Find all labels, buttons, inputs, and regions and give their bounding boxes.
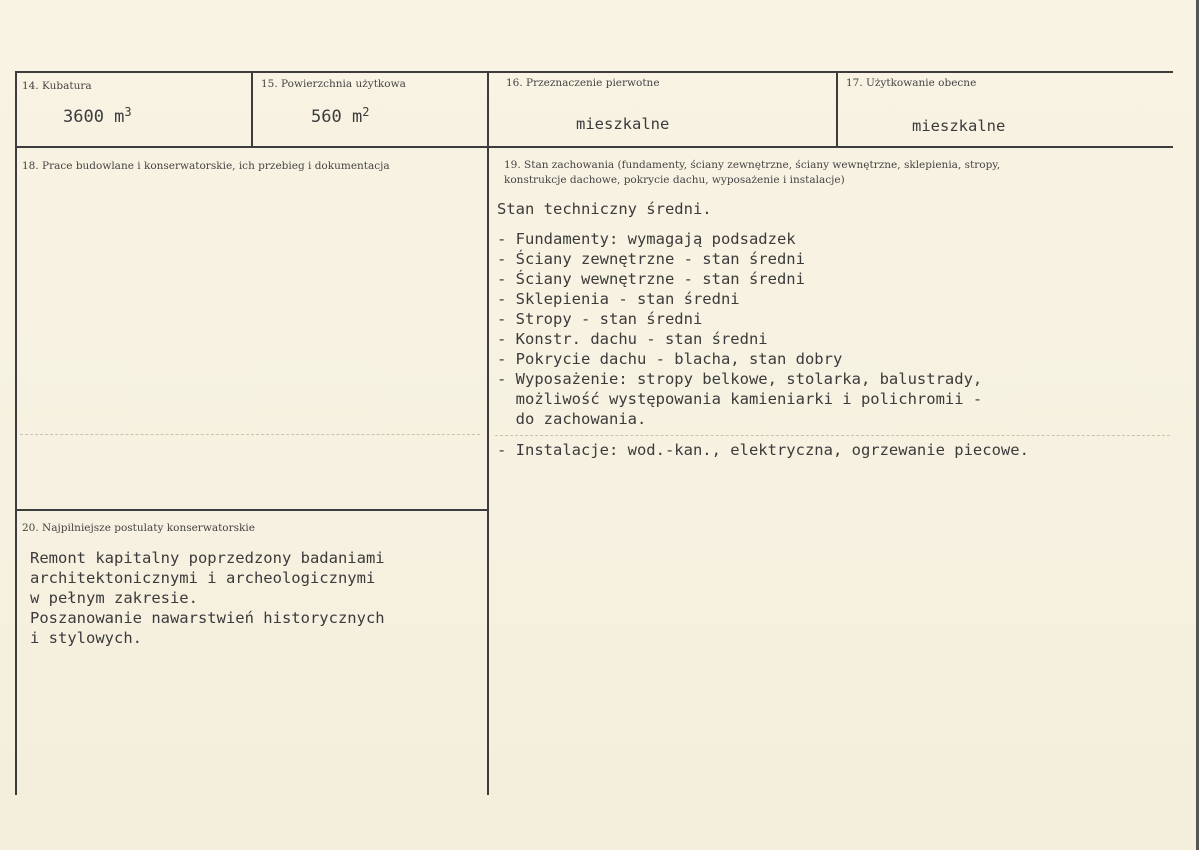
stan-instalacje: - Instalacje: wod.-kan., elektryczna, ogrzewanie piecowe. (497, 441, 1029, 459)
przeznaczenie-label: 16. Przeznaczenie pierwotne (506, 77, 660, 89)
fields-row-rule (15, 146, 1173, 148)
kubatura-label: 14. Kubatura (22, 80, 92, 92)
stan-summary: Stan techniczny średni. (497, 200, 712, 218)
przeznaczenie-value: mieszkalne (576, 115, 670, 133)
stan-label-line1: 19. Stan zachowania (fundamenty, ściany zewnętrzne, ściany wewnętrzne, sklepienia, stropy, (504, 159, 1001, 171)
powierzchnia-number: 560 m (311, 107, 363, 127)
left-border (15, 71, 17, 795)
postulaty-line: Poszanowanie nawarstwień historycznych (30, 609, 385, 627)
postulaty-label: 20. Najpilniejsze postulaty konserwatorskie (22, 522, 255, 534)
postulaty-line: Remont kapitalny poprzedzony badaniami (30, 549, 385, 567)
stan-item: - Fundamenty: wymagają podsadzek (497, 230, 796, 248)
kubatura-exponent: 3 (124, 105, 132, 119)
stan-item: - Ściany wewnętrzne - stan średni (497, 270, 805, 288)
stan-item: - Konstr. dachu - stan średni (497, 330, 768, 348)
stan-item: - Pokrycie dachu - blacha, stan dobry (497, 350, 843, 368)
prace-label: 18. Prace budowlane i konserwatorskie, ich przebieg i dokumentacja (22, 160, 390, 172)
powierzchnia-value (311, 107, 369, 128)
stan-item: - Ściany zewnętrzne - stan średni (497, 250, 805, 268)
stan-label-line2: konstrukcje dachowe, pokrycie dachu, wyposażenie i instalacje) (504, 174, 845, 186)
top-rule (15, 71, 1173, 73)
divider-14-15 (251, 71, 253, 147)
postulaty-line: w pełnym zakresie. (30, 589, 198, 607)
powierzchnia-label: 15. Powierzchnia użytkowa (261, 78, 406, 90)
stan-item: - Stropy - stan średni (497, 310, 703, 328)
powierzchnia-exponent: 2 (362, 105, 370, 119)
divider-15-16 (487, 71, 489, 795)
stan-item: możliwość występowania kamieniarki i polichromii - (497, 390, 983, 408)
stan-items-list (497, 229, 982, 429)
postulaty-line: i stylowych. (30, 629, 142, 647)
stan-item: - Sklepienia - stan średni (497, 290, 740, 308)
section-20-rule (15, 509, 488, 511)
uzytkowanie-value: mieszkalne (912, 117, 1006, 135)
kubatura-number: 3600 m (63, 107, 125, 127)
uzytkowanie-label: 17. Użytkowanie obecne (846, 77, 977, 89)
divider-16-17 (836, 71, 838, 147)
postulaty-line: architektonicznymi i archeologicznymi (30, 569, 376, 587)
stan-item: do zachowania. (497, 410, 647, 428)
faint-trace-left (20, 434, 480, 436)
faint-trace-right (495, 435, 1170, 437)
stan-item: - Wyposażenie: stropy belkowe, stolarka, balustrady, (497, 370, 983, 388)
kubatura-value (63, 107, 132, 128)
